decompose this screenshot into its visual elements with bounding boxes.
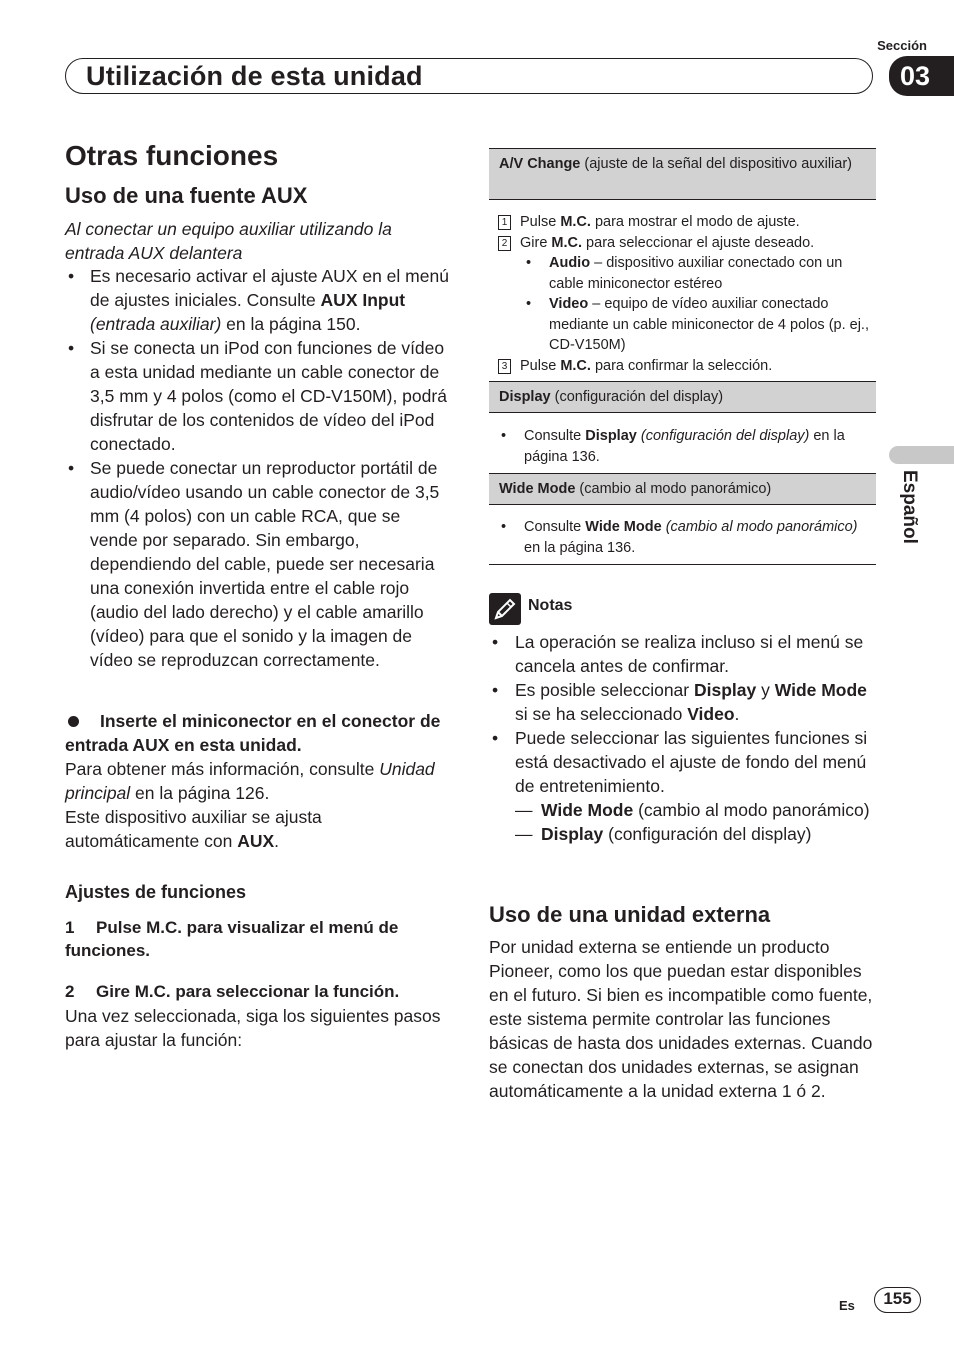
list-item: • Si se conecta un iPod con funciones de vídeo a esta unidad mediante un cable conector de 3,5 mm y 4 polos (como el CD-V150M), podrá disfrutar de los contenidos de vídeo del iPod conectado. bbox=[65, 336, 451, 456]
footer-language: Es bbox=[839, 1298, 855, 1313]
external-unit-heading: Uso de una unidad externa bbox=[489, 902, 771, 927]
list-item: • Consulte Wide Mode (cambio al modo panorámico) en la página 136. bbox=[498, 517, 874, 558]
section-number-badge: 03 bbox=[889, 56, 954, 96]
notes-label: Notas bbox=[528, 597, 573, 614]
dash-item: — Wide Mode (cambio al modo panorámico) bbox=[515, 800, 870, 820]
language-text: Español bbox=[899, 470, 920, 544]
aux-intro: Al conectar un equipo auxiliar utilizando la entrada AUX delantera bbox=[65, 219, 392, 263]
aux-bullet-list bbox=[65, 264, 451, 672]
header-title: Utilización de esta unidad bbox=[86, 61, 423, 91]
av-change-bar: A/V Change (ajuste de la señal del dispositivo auxiliar) bbox=[489, 148, 876, 200]
pencil-notes-icon bbox=[489, 593, 521, 625]
aux-heading: Uso de una fuente AUX bbox=[65, 183, 308, 208]
list-item: • Es posible seleccionar Display y Wide Mode si se ha seleccionado Video. bbox=[489, 678, 875, 726]
numbered-step: 1 Pulse M.C. para visualizar el menú de funciones. bbox=[65, 918, 399, 960]
step-heading: Inserte el miniconector en el conector de entrada AUX en esta unidad. bbox=[65, 711, 441, 755]
list-item: • Consulte Display (configuración del display) en la página 136. bbox=[498, 426, 874, 467]
wide-mode-note bbox=[498, 517, 874, 558]
language-label bbox=[880, 470, 940, 556]
numbered-step: 3 Pulse M.C. para confirmar la selección. bbox=[498, 356, 874, 377]
list-item: • Es necesario activar el ajuste AUX en el menú de ajustes iniciales. Consulte AUX Input (entrada auxiliar) en la página 150. bbox=[65, 264, 451, 336]
step-body: Una vez seleccionada, siga los siguientes pasos para ajustar la función: bbox=[65, 1006, 441, 1050]
list-item: • Se puede conectar un reproductor portátil de audio/vídeo usando un cable conector de 3,5 mm (4 polos) con un cable RCA, que se vende por separado. Sin embargo, dependiendo del cable, puede ser necesaria una conexión invertida entre el cable rojo (audio del lado derecho) y el cable amarillo (vídeo) para que el sonido y la imagen de vídeo se reproduzcan correctamente. bbox=[65, 456, 451, 672]
av-steps bbox=[498, 212, 874, 376]
numbered-step: 2 Gire M.C. para seleccionar la función. bbox=[65, 982, 400, 1001]
dash-item: — Display (configuración del display) bbox=[515, 824, 812, 844]
numbered-step: 1 Pulse M.C. para mostrar el modo de ajuste. bbox=[498, 212, 874, 233]
page-title: Otras funciones bbox=[65, 140, 279, 171]
numbered-step: 2 Gire M.C. para seleccionar el ajuste deseado. bbox=[498, 233, 874, 254]
display-note bbox=[498, 426, 874, 467]
list-item: • Audio – dispositivo auxiliar conectado con un cable miniconector estéreo bbox=[498, 253, 874, 294]
step-bullet-icon bbox=[68, 716, 79, 727]
step-body: Para obtener más información, consulte Unidad principal en la página 126. Este dispositivo auxiliar se ajusta automáticamente con AUX. bbox=[65, 759, 435, 851]
header-bar bbox=[65, 58, 873, 94]
notes-list bbox=[489, 630, 875, 846]
page-number: 155 bbox=[874, 1287, 921, 1313]
display-bar: Display (configuración del display) bbox=[489, 381, 876, 413]
wide-mode-bar: Wide Mode (cambio al modo panorámico) bbox=[489, 473, 876, 505]
language-tab bbox=[889, 446, 954, 464]
divider bbox=[489, 564, 876, 565]
list-item: • Video – equipo de vídeo auxiliar conectado mediante un cable miniconector de 4 polos (p. ej., CD-V150M) bbox=[498, 294, 874, 356]
list-item: • Puede seleccionar las siguientes funciones si está desactivado el ajuste de fondo del menú de entretenimiento. bbox=[489, 726, 875, 798]
external-unit-body: Por unidad externa se entiende un producto Pioneer, como los que puedan estar disponibles en el futuro. Si bien es incompatible como fuente, este sistema permite controlar las funciones básicas de hasta dos unidades externas. Cuando se conectan dos unidades externas, se asignan automáticamente a la unidad externa 1 ó 2. bbox=[489, 937, 873, 1101]
list-item: • La operación se realiza incluso si el menú se cancela antes de confirmar. bbox=[489, 630, 875, 678]
functions-heading: Ajustes de funciones bbox=[65, 882, 247, 902]
av-options bbox=[498, 253, 874, 356]
section-label: Sección bbox=[877, 38, 927, 53]
